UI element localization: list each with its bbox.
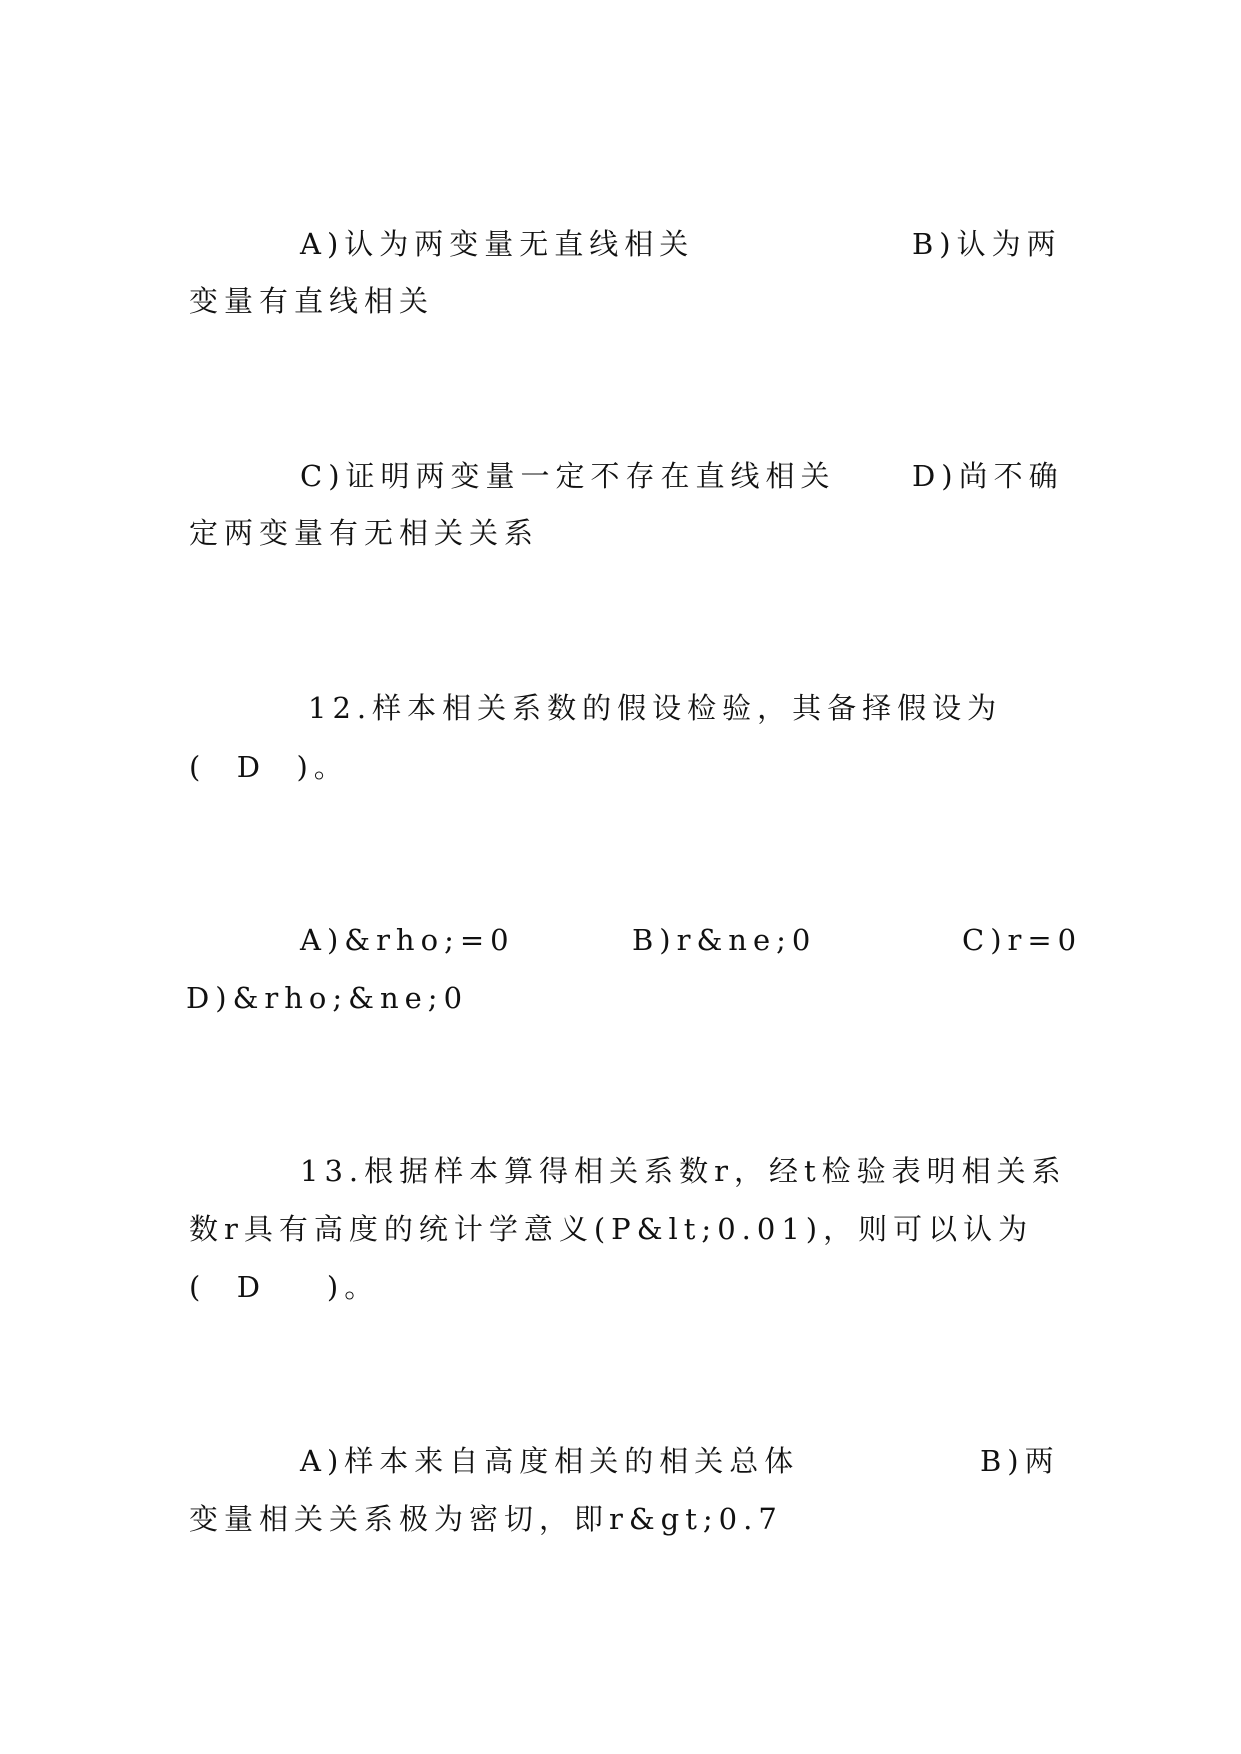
q13-option-b-continuation: 变量相关关系极为密切，即r&gt;0.7: [189, 1502, 783, 1536]
q12-question: 12.样本相关系数的假设检验，其备择假设为: [308, 691, 1003, 725]
q11-option-d-continuation: 定两变量有无相关关系: [189, 516, 540, 550]
q13-question-line-2: 数r具有高度的统计学意义(P&lt;0.01)，则可以认为: [189, 1212, 1034, 1246]
q11-option-c: C)证明两变量一定不存在直线相关: [300, 459, 836, 493]
q13-answer: ( D )。: [189, 1270, 380, 1304]
q11-option-b-start: B)认为两: [912, 227, 1062, 261]
q11-option-b-continuation: 变量有直线相关: [189, 284, 435, 318]
q13-question-line-1: 13.根据样本算得相关系数r，经t检验表明相关系: [300, 1154, 1067, 1188]
q12-option-a: A)&rho;=0: [300, 923, 515, 957]
q11-option-a: A)认为两变量无直线相关: [300, 227, 695, 261]
q12-option-d: D)&rho;&ne;0: [186, 981, 469, 1015]
q12-option-b: B)r&ne;0: [632, 923, 817, 957]
q12-option-c: C)r=0: [962, 923, 1083, 957]
q11-option-d-start: D)尚不确: [912, 459, 1064, 493]
q12-answer: ( D )。: [189, 750, 349, 784]
q13-option-b-start: B)两: [980, 1444, 1060, 1478]
q13-option-a: A)样本来自高度相关的相关总体: [300, 1444, 800, 1478]
